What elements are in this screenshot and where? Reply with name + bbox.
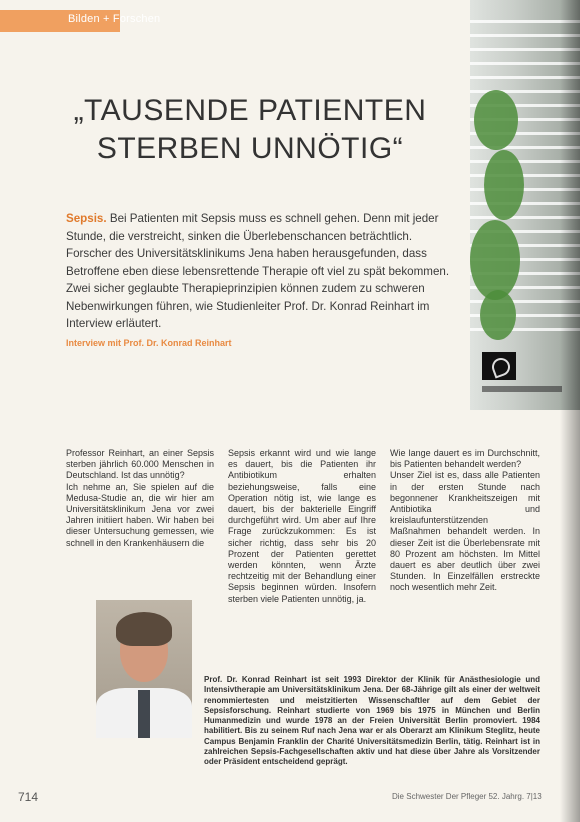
answer-1: Ich nehme an, Sie spielen auf die Medusa-Studie an, die wir hier am Universitätsklinikum Jena vor zwei Jahren initiiert haben. Wir haben bei dieser Untersuchung gemessen, wie schnell in den Krankenhäusern die (66, 481, 214, 548)
text-column-2 (228, 448, 376, 605)
footer-publication: Die Schwester Der Pfleger 52. Jahrg. 7|13 (392, 792, 542, 801)
page-gutter-shadow (560, 0, 580, 822)
lead-keyword: Sepsis. (66, 212, 107, 225)
author-bio: Prof. Dr. Konrad Reinhart ist seit 1993 Direktor der Klinik für Anästhesiologie und Intensivtherapie am Universitätsklinikum Jena. Der 68-Jährige gilt als einer der weltweit renommiertesten und meistzitierten Wissenschaftler auf dem Gebiet der Sepsisforschung. Reinhart studierte von 1969 bis 1975 in München und Berlin Humanmedizin und wurde 1978 an der Freien Universität Berlin promoviert. 1984 habilitiert. Bis zu seinem Ruf nach Jena war er als Oberarzt am Klinikum Steglitz, heute Campus Benjamin Franklin der Charité Universitätsmedizin Berlin, tätig. Reinhart ist in zahlreichen Sepsis-Fachgesellschaften aktiv und hat diese über Jahre als Vorsitzender oder Präsident entscheidend geprägt. (204, 675, 540, 767)
text-column-3 (390, 448, 540, 594)
question-1: Professor Reinhart, an einer Sepsis sterben jährlich 60.000 Menschen in Deutschland. Ist das unnötig? (66, 448, 214, 481)
page-number: 714 (18, 790, 39, 804)
uniklinik-logo-icon (482, 352, 516, 380)
section-label: Bilden + Forschen (68, 13, 161, 25)
answer-1-continued: Sepsis erkannt wird und wie lange es dauert, bis die Patienten ihr Antibiotikum erhalten beziehungsweise, falls eine Operation nötig ist, wie lange es dauert, bis der bakterielle Eingriff durchgeführt wird. Um aber auf Ihre Frage zurückzukommen: Es ist sicher richtig, dass sehr bis 20 Prozent der Patienten gerettet werden könnten, wenn Ärzte rechtzeitig mit der Behandlung einer Sepsis beginnen würden. Insofern sterben viele Patienten unnötig, ja. (228, 448, 376, 604)
question-2: Wie lange dauert es im Durchschnitt, bis Patienten behandelt werden? (390, 448, 540, 470)
headline (40, 92, 460, 168)
text-column-1 (66, 448, 214, 549)
headline-line-2: STERBEN UNNÖTIG“ (96, 132, 404, 165)
answer-2: Unser Ziel ist es, dass alle Patienten in der ersten Stunde nach begonnener Krankheitszeigen mit Antibiotika und kreislaufunterstützenden Maßnahmen behandelt werden. In dieser Zeit ist die Überlebensrate mit 80 Prozent am höchsten. Im Mittel dauert es aber deutlich über zwei Stunden. In Einzelfällen erstreckte noch wesentlich mehr Zeit. (390, 470, 540, 593)
interview-credit: Interview mit Prof. Dr. Konrad Reinhart (66, 338, 232, 348)
lead-paragraph (66, 210, 458, 333)
headline-line-1: „TAUSENDE PATIENTEN (73, 94, 427, 127)
lead-text: Bei Patienten mit Sepsis muss es schnell gehen. Denn mit jeder Stunde, die verstreicht, sinken die Überlebenschancen beträchtlich. Forscher des Universitätsklinikums Jena haben herausgefunden, dass Betroffene eben diese lebensrettende Therapie oft viel zu spät bekommen. Zwei sicher geglaubte Therapieprinzipien können zudem zu schweren Nebenwirkungen führen, wie Studienleiter Prof. Dr. Konrad Reinhart im Interview erläutert. (66, 212, 450, 330)
portrait-photo (96, 600, 192, 738)
logo-caption (482, 386, 562, 392)
